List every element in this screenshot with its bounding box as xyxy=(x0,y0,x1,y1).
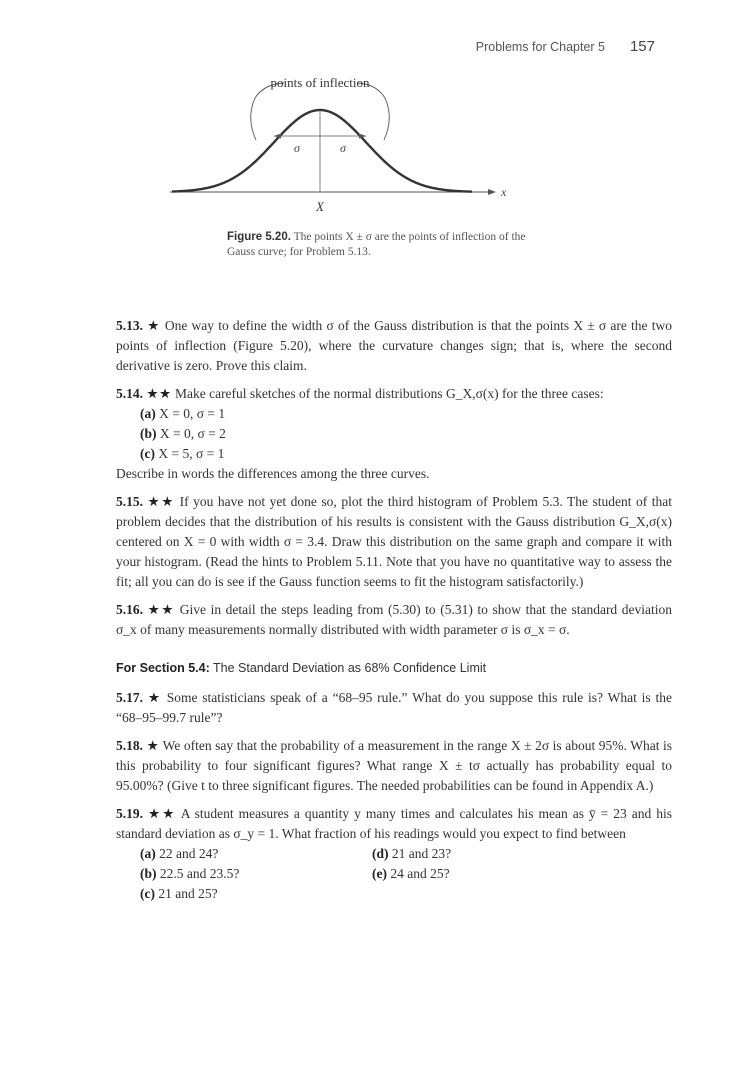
problem-text: Make careful sketches of the normal distributions G_X,σ(x) for the three cases: xyxy=(174,386,604,401)
gauss-curve-svg xyxy=(160,70,520,220)
difficulty-stars: ★ xyxy=(147,690,162,705)
case-text: X = 0, σ = 1 xyxy=(159,406,226,421)
problem-5-19 xyxy=(116,804,672,844)
problem-5-13 xyxy=(116,316,672,376)
problem-5-14 xyxy=(116,384,672,404)
section-heading xyxy=(116,658,672,678)
section-title: The Standard Deviation as 68% Confidence Limit xyxy=(213,661,487,675)
figure-caption xyxy=(227,230,527,260)
problem-text: Some statisticians speak of a “68–95 rule.” What do you suppose this rule is? What is the “68–95–99.7 rule”? xyxy=(116,690,672,725)
part-key: (a) xyxy=(140,846,156,861)
problem-text: Give in detail the steps leading from (5.30) to (5.31) to show that the standard deviation σ_x of many measurements normally distributed with width parameter σ is σ_x = σ. xyxy=(116,602,672,637)
problem-text: We often say that the probability of a measurement in the range X ± 2σ is about 95%. What is this probability to four significant figures? What range X ± tσ actually has probability equal to 95.00%? (Give t to three significant figures. The needed probabilities can be found in Appendix A.) xyxy=(116,738,672,793)
problem-5-17 xyxy=(116,688,672,728)
problem-number: 5.13. xyxy=(116,318,143,333)
gauss-curve xyxy=(172,110,472,192)
center-x-label: X xyxy=(316,199,324,214)
problem-5-15 xyxy=(116,492,672,592)
part-text: 22.5 and 23.5? xyxy=(159,866,240,881)
figure-gauss-curve xyxy=(160,70,520,220)
inflection-bracket-right xyxy=(358,83,389,140)
part-key: (b) xyxy=(140,866,157,881)
page-number: 157 xyxy=(629,38,655,55)
problem-number: 5.18. xyxy=(116,738,143,753)
difficulty-stars: ★★ xyxy=(148,806,177,821)
page-header xyxy=(0,38,729,60)
running-title: Problems for Chapter 5 xyxy=(475,40,605,54)
part-key: (d) xyxy=(372,846,389,861)
x-axis-arrow xyxy=(488,189,496,195)
case-text: X = 5, σ = 1 xyxy=(158,446,225,461)
caption-label: Figure 5.20. xyxy=(227,231,291,243)
part-text: 22 and 24? xyxy=(159,846,219,861)
case-key: (c) xyxy=(140,446,155,461)
sigma-right-label: σ xyxy=(340,141,346,155)
axis-x-label: x xyxy=(501,185,507,199)
part-item xyxy=(140,864,372,884)
inflection-label: points of inflection xyxy=(270,75,370,90)
problem-number: 5.19. xyxy=(116,806,143,821)
part-key: (e) xyxy=(372,866,387,881)
caption-text: The points X ± σ are the points of inflection of the Gauss curve; for Problem 5.13. xyxy=(227,231,526,258)
case-key: (b) xyxy=(140,426,157,441)
part-item xyxy=(372,844,592,864)
case-item xyxy=(116,444,672,464)
problem-5-18 xyxy=(116,736,672,796)
problem-5-16 xyxy=(116,600,672,640)
problem-text: A student measures a quantity y many times and calculates his mean as ȳ = 23 and his standard deviation as σ_y = 1. What fraction of his readings would you expect to find between xyxy=(116,806,672,841)
part-item xyxy=(140,844,372,864)
case-key: (a) xyxy=(140,406,156,421)
problem-number: 5.14. xyxy=(116,386,143,401)
case-item xyxy=(116,404,672,424)
problem-number: 5.15. xyxy=(116,494,143,509)
difficulty-stars: ★★ xyxy=(147,494,176,509)
problem-text: If you have not yet done so, plot the third histogram of Problem 5.3. The student of that problem decides that the distribution of his results is consistent with the Gauss distribution G_X,σ(x) centered on X = 0 with width σ = 3.4. Draw this distribution on the same graph and compare it with your histogram. (Read the hints to Problem 5.11. Note that you have no quantitative way to assess the fit; all you can do is see if the Gauss function seems to fit the histogram satisfactorily.) xyxy=(116,494,673,589)
inflection-bracket-left xyxy=(251,83,284,140)
part-text: 24 and 25? xyxy=(390,866,450,881)
part-text: 21 and 25? xyxy=(158,886,218,901)
problem-number: 5.17. xyxy=(116,690,143,705)
part-key: (c) xyxy=(140,886,155,901)
part-item xyxy=(372,864,592,884)
difficulty-stars: ★ xyxy=(147,318,161,333)
part-item xyxy=(140,884,372,904)
problem-5-19-parts xyxy=(116,844,672,904)
case-item xyxy=(116,424,672,444)
problem-text: One way to define the width σ of the Gauss distribution is that the points X ± σ are the two points of inflection (Figure 5.20), where the curvature changes sign; that is, where the second derivative is zero. Prove this claim. xyxy=(116,318,672,373)
problem-number: 5.16. xyxy=(116,602,143,617)
problem-list xyxy=(116,316,672,904)
difficulty-stars: ★ xyxy=(146,738,160,753)
problem-5-14-followup: Describe in words the differences among the three curves. xyxy=(116,466,430,481)
difficulty-stars: ★★ xyxy=(147,602,176,617)
case-text: X = 0, σ = 2 xyxy=(159,426,226,441)
part-text: 21 and 23? xyxy=(391,846,452,861)
section-label: For Section 5.4: xyxy=(116,661,210,675)
sigma-left-label: σ xyxy=(294,141,300,155)
difficulty-stars: ★★ xyxy=(146,386,172,401)
